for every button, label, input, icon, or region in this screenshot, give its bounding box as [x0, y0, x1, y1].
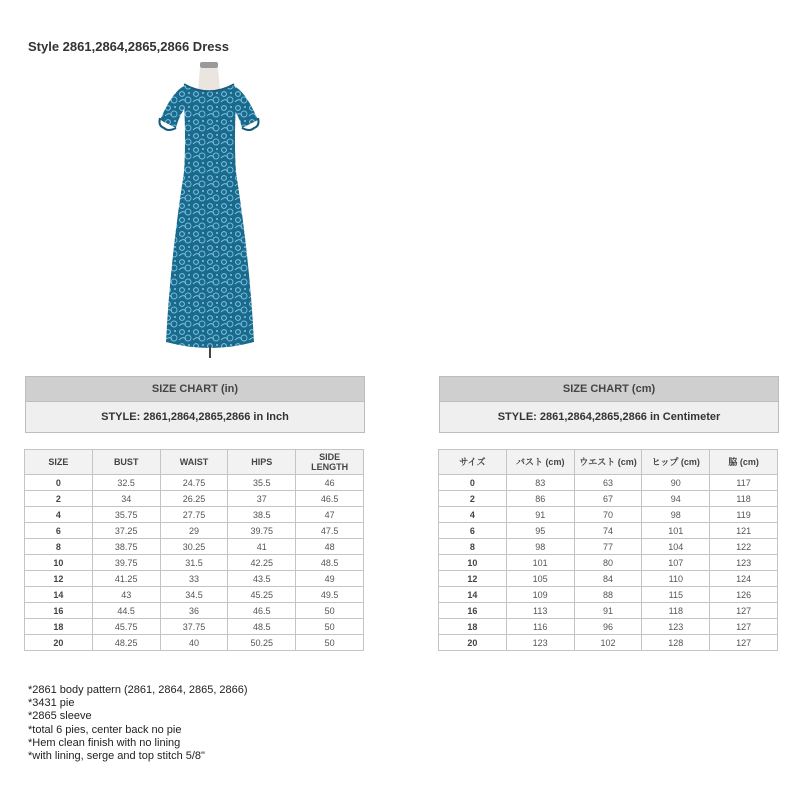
column-header: ヒップ (cm) [642, 450, 710, 475]
measurement-cell: 48 [296, 539, 364, 555]
measurement-cell: 105 [506, 571, 574, 587]
note-line: *with lining, serge and top stitch 5/8" [28, 750, 205, 763]
measurement-cell: 110 [642, 571, 710, 587]
cm-chart-heading: SIZE CHART (cm) [440, 377, 778, 402]
measurement-cell: 29 [160, 523, 228, 539]
measurement-cell: 46 [296, 475, 364, 491]
measurement-cell: 32.5 [92, 475, 160, 491]
measurement-cell: 27.75 [160, 507, 228, 523]
column-header: SIDE LENGTH [296, 450, 364, 475]
size-cell: 2 [25, 491, 93, 507]
measurement-cell: 31.5 [160, 555, 228, 571]
inch-size-chart-banner [25, 376, 365, 433]
measurement-cell: 70 [574, 507, 642, 523]
note-line: *3431 pie [28, 697, 75, 710]
measurement-cell: 50 [296, 635, 364, 651]
size-cell: 2 [439, 491, 507, 507]
measurement-cell: 26.25 [160, 491, 228, 507]
size-cell: 16 [25, 603, 93, 619]
measurement-cell: 41.25 [92, 571, 160, 587]
column-header: HIPS [228, 450, 296, 475]
measurement-cell: 109 [506, 587, 574, 603]
size-cell: 14 [439, 587, 507, 603]
table-row [439, 619, 778, 635]
size-cell: 20 [439, 635, 507, 651]
measurement-cell: 91 [506, 507, 574, 523]
measurement-cell: 90 [642, 475, 710, 491]
measurement-cell: 48.5 [228, 619, 296, 635]
column-header: サイズ [439, 450, 507, 475]
measurement-cell: 122 [710, 539, 778, 555]
measurement-cell: 37 [228, 491, 296, 507]
measurement-cell: 37.75 [160, 619, 228, 635]
dress-product-image [150, 62, 270, 362]
table-row [25, 555, 364, 571]
size-cell: 4 [25, 507, 93, 523]
column-header: バスト (cm) [506, 450, 574, 475]
column-header: 脇 (cm) [710, 450, 778, 475]
measurement-cell: 98 [642, 507, 710, 523]
size-cell: 8 [439, 539, 507, 555]
measurement-cell: 113 [506, 603, 574, 619]
size-cell: 16 [439, 603, 507, 619]
table-row [439, 571, 778, 587]
measurement-cell: 48.5 [296, 555, 364, 571]
measurement-cell: 45.75 [92, 619, 160, 635]
measurement-cell: 39.75 [228, 523, 296, 539]
table-row [439, 539, 778, 555]
table-row [439, 603, 778, 619]
size-cell: 8 [25, 539, 93, 555]
note-line: *total 6 pies, center back no pie [28, 723, 182, 736]
page-title: Style 2861,2864,2865,2866 Dress [28, 39, 229, 54]
table-row [25, 491, 364, 507]
measurement-cell: 119 [710, 507, 778, 523]
measurement-cell: 115 [642, 587, 710, 603]
measurement-cell: 50.25 [228, 635, 296, 651]
measurement-cell: 46.5 [228, 603, 296, 619]
measurement-cell: 48.25 [92, 635, 160, 651]
measurement-cell: 101 [506, 555, 574, 571]
measurement-cell: 42.25 [228, 555, 296, 571]
measurement-cell: 127 [710, 619, 778, 635]
table-row [25, 619, 364, 635]
measurement-cell: 49.5 [296, 587, 364, 603]
measurement-cell: 123 [506, 635, 574, 651]
measurement-cell: 40 [160, 635, 228, 651]
measurement-cell: 33 [160, 571, 228, 587]
size-cell: 18 [25, 619, 93, 635]
size-cell: 18 [439, 619, 507, 635]
inch-chart-subheading: STYLE: 2861,2864,2865,2866 in Inch [26, 402, 364, 432]
measurement-cell: 63 [574, 475, 642, 491]
cm-size-table [438, 449, 778, 651]
note-line: *Hem clean finish with no lining [28, 736, 181, 749]
measurement-cell: 117 [710, 475, 778, 491]
measurement-cell: 35.75 [92, 507, 160, 523]
measurement-cell: 50 [296, 619, 364, 635]
measurement-cell: 128 [642, 635, 710, 651]
table-header-row [439, 450, 778, 475]
measurement-cell: 46.5 [296, 491, 364, 507]
size-cell: 10 [25, 555, 93, 571]
measurement-cell: 101 [642, 523, 710, 539]
measurement-cell: 118 [710, 491, 778, 507]
dress-illustration-icon [150, 62, 270, 362]
measurement-cell: 98 [506, 539, 574, 555]
measurement-cell: 38.5 [228, 507, 296, 523]
measurement-cell: 88 [574, 587, 642, 603]
size-cell: 4 [439, 507, 507, 523]
measurement-cell: 127 [710, 635, 778, 651]
measurement-cell: 126 [710, 587, 778, 603]
measurement-cell: 45.25 [228, 587, 296, 603]
table-row [25, 635, 364, 651]
measurement-cell: 37.25 [92, 523, 160, 539]
measurement-cell: 121 [710, 523, 778, 539]
size-cell: 0 [439, 475, 507, 491]
table-row [25, 571, 364, 587]
measurement-cell: 24.75 [160, 475, 228, 491]
measurement-cell: 43.5 [228, 571, 296, 587]
measurement-cell: 47.5 [296, 523, 364, 539]
column-header: BUST [92, 450, 160, 475]
measurement-cell: 127 [710, 603, 778, 619]
inch-chart-heading: SIZE CHART (in) [26, 377, 364, 402]
measurement-cell: 49 [296, 571, 364, 587]
measurement-cell: 118 [642, 603, 710, 619]
measurement-cell: 35.5 [228, 475, 296, 491]
measurement-cell: 47 [296, 507, 364, 523]
table-row [439, 491, 778, 507]
measurement-cell: 124 [710, 571, 778, 587]
measurement-cell: 39.75 [92, 555, 160, 571]
measurement-cell: 116 [506, 619, 574, 635]
measurement-cell: 38.75 [92, 539, 160, 555]
size-cell: 12 [439, 571, 507, 587]
measurement-cell: 83 [506, 475, 574, 491]
table-row [25, 475, 364, 491]
column-header: ウエスト (cm) [574, 450, 642, 475]
size-cell: 12 [25, 571, 93, 587]
column-header: SIZE [25, 450, 93, 475]
table-row [439, 555, 778, 571]
measurement-cell: 95 [506, 523, 574, 539]
table-row [25, 507, 364, 523]
measurement-cell: 77 [574, 539, 642, 555]
measurement-cell: 34.5 [160, 587, 228, 603]
measurement-cell: 44.5 [92, 603, 160, 619]
note-line: *2865 sleeve [28, 710, 92, 723]
table-header-row [25, 450, 364, 475]
table-row [25, 587, 364, 603]
size-cell: 14 [25, 587, 93, 603]
measurement-cell: 104 [642, 539, 710, 555]
table-row [439, 475, 778, 491]
size-cell: 10 [439, 555, 507, 571]
size-cell: 0 [25, 475, 93, 491]
column-header: WAIST [160, 450, 228, 475]
measurement-cell: 30.25 [160, 539, 228, 555]
measurement-cell: 123 [710, 555, 778, 571]
note-line: *2861 body pattern (2861, 2864, 2865, 2866) [28, 684, 248, 696]
table-row [25, 603, 364, 619]
size-cell: 6 [439, 523, 507, 539]
table-row [439, 635, 778, 651]
measurement-cell: 80 [574, 555, 642, 571]
cm-chart-subheading: STYLE: 2861,2864,2865,2866 in Centimeter [440, 402, 778, 432]
measurement-cell: 43 [92, 587, 160, 603]
measurement-cell: 50 [296, 603, 364, 619]
measurement-cell: 84 [574, 571, 642, 587]
measurement-cell: 74 [574, 523, 642, 539]
measurement-cell: 94 [642, 491, 710, 507]
measurement-cell: 123 [642, 619, 710, 635]
inch-size-table [24, 449, 364, 651]
construction-notes [28, 684, 248, 763]
cm-size-chart-banner [439, 376, 779, 433]
measurement-cell: 67 [574, 491, 642, 507]
measurement-cell: 34 [92, 491, 160, 507]
measurement-cell: 36 [160, 603, 228, 619]
table-row [25, 523, 364, 539]
measurement-cell: 91 [574, 603, 642, 619]
table-row [439, 523, 778, 539]
measurement-cell: 41 [228, 539, 296, 555]
size-cell: 6 [25, 523, 93, 539]
measurement-cell: 96 [574, 619, 642, 635]
measurement-cell: 107 [642, 555, 710, 571]
table-row [439, 587, 778, 603]
table-row [25, 539, 364, 555]
table-row [439, 507, 778, 523]
measurement-cell: 86 [506, 491, 574, 507]
measurement-cell: 102 [574, 635, 642, 651]
size-cell: 20 [25, 635, 93, 651]
